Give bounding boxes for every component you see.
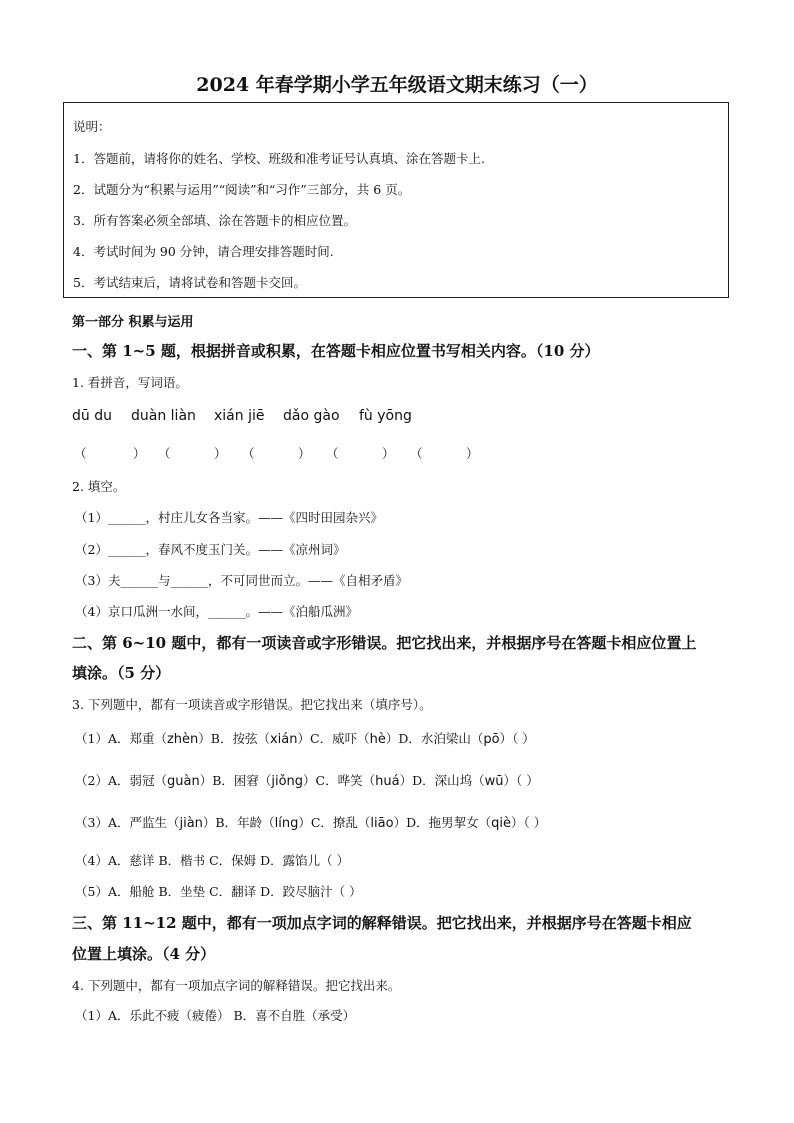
- section-heading: 二、第 6~10 题中，都有一项读音或字形错误。把它找出来，并根据序号在答题卡相应位置上: [72, 634, 697, 652]
- instruction-item: 2．试题分为“积累与运用”“阅读”和“习作”三部分，共 6 页。: [73, 182, 411, 197]
- instructions-box: [63, 102, 729, 298]
- instruction-item: 5．考试结束后，请将试卷和答题卡交回。: [73, 275, 306, 290]
- instruction-item: 4．考试时间为 90 分钟，请合理安排答题时间.: [73, 244, 334, 259]
- fill-item: （1）______，村庄儿女各当家。——《四时田园杂兴》: [75, 510, 383, 525]
- pinyin-item: xián jiē: [214, 408, 265, 424]
- instructions-heading: 说明：: [73, 119, 111, 134]
- section-heading-cont: 填涂。（5 分）: [72, 664, 171, 682]
- answer-blank-open: （: [410, 446, 423, 461]
- answer-blank-open: （: [158, 446, 171, 461]
- question-stem: 2. 填空。: [72, 479, 126, 494]
- pinyin-item: dū du: [72, 408, 112, 424]
- answer-blank-close: ）: [298, 446, 311, 461]
- fill-item: （4）京口瓜洲一水间，______。——《泊船瓜洲》: [75, 604, 358, 619]
- answer-blank-open: （: [326, 446, 339, 461]
- section-heading: 一、第 1~5 题，根据拼音或积累，在答题卡相应位置书写相关内容。（10 分）: [72, 342, 600, 360]
- choice-item: （1）A．乐此不疲（疲倦） B．喜不自胜（承受）: [75, 1008, 356, 1023]
- choice-item: （5）A．船舱 B．坐垫 C．翻译 D．跤尽脑汁（ ）: [75, 884, 362, 899]
- question-stem: 1. 看拼音，写词语。: [72, 375, 188, 390]
- answer-blank-open: （: [74, 446, 87, 461]
- pinyin-item: fù yōng: [359, 408, 412, 424]
- instruction-item: 1．答题前，请将你的姓名、学校、班级和准考证号认真填、涂在答题卡上.: [73, 151, 485, 166]
- answer-blank-close: ）: [466, 446, 479, 461]
- answer-blank-open: （: [242, 446, 255, 461]
- section-heading: 三、第 11~12 题中，都有一项加点字词的解释错误。把它找出来，并根据序号在答题卡相应: [72, 914, 692, 932]
- answer-blank-close: ）: [382, 446, 395, 461]
- question-stem: 4. 下列题中，都有一项加点字词的解释错误。把它找出来。: [72, 978, 401, 993]
- choice-item: （1）A．郑重（zhèn）B．按弦（xián）C．威吓（hè）D．水泊梁山（pō）（ ）: [75, 731, 535, 747]
- part-heading: 第一部分 积累与运用: [72, 315, 194, 330]
- choice-item: （4）A．慈详 B．楷书 C．保姆 D．露馅儿（ ）: [75, 853, 350, 868]
- question-stem: 3. 下列题中，都有一项读音或字形错误。把它找出来（填序号）。: [72, 697, 432, 712]
- pinyin-item: dǎo gào: [283, 408, 340, 424]
- fill-item: （3）夫______与______，不可同世而立。——《自相矛盾》: [75, 573, 408, 588]
- choice-item: （2）A．弱冠（guàn）B．困窘（jiǒng）C．哗笑（huá）D．深山坞（wū）（ ）: [75, 773, 539, 789]
- choice-item: （3）A．严监生（jiàn）B．年龄（líng）C．撩乱（liāo）D．拖男挈女（qiè）（ ）: [75, 815, 547, 831]
- pinyin-item: duàn liàn: [131, 408, 196, 424]
- answer-blank-close: ）: [133, 446, 146, 461]
- instruction-item: 3．所有答案必须全部填、涂在答题卡的相应位置。: [73, 213, 356, 228]
- section-heading-cont: 位置上填涂。（4 分）: [72, 945, 216, 963]
- answer-blank-close: ）: [214, 446, 227, 461]
- page-title: 2024 年春学期小学五年级语文期末练习（一）: [196, 74, 598, 96]
- fill-item: （2）______，春风不度玉门关。——《凉州词》: [75, 542, 346, 557]
